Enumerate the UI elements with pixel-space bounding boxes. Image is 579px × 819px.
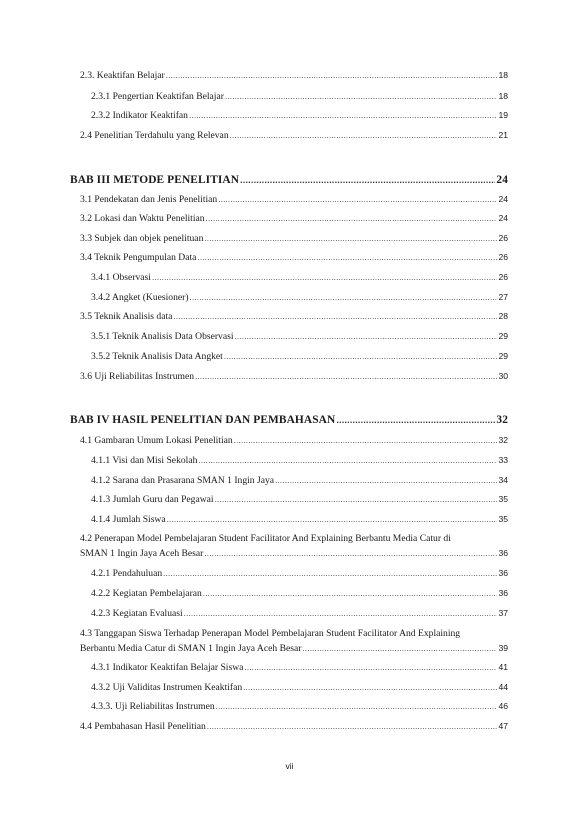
toc-page-number: 36 xyxy=(498,568,508,578)
toc-entry-2-3 xyxy=(80,70,508,81)
toc-entry-3-5-2 xyxy=(91,351,508,362)
dot-leader xyxy=(240,175,495,185)
toc-entry-title: 3.1 Pendekatan dan Jenis Penelitian xyxy=(80,194,218,205)
toc-entry-4-3 xyxy=(80,643,508,654)
toc-entry-title: 3.5.1 Teknik Analisis Data Observasi xyxy=(91,331,234,342)
toc-entry-3-4-2 xyxy=(91,292,508,303)
toc-page-number: 24 xyxy=(498,213,508,223)
toc-entry-4-3-3 xyxy=(91,701,508,712)
dot-leader xyxy=(195,372,497,381)
toc-page-number: 24 xyxy=(496,174,508,186)
toc-entry-title: 3.3 Subjek dan objek penelituan xyxy=(80,233,204,244)
dot-leader xyxy=(234,436,498,445)
toc-page-number: 47 xyxy=(498,721,508,731)
toc-page-number: 18 xyxy=(498,91,508,101)
toc-entry-4-3-2 xyxy=(91,682,508,693)
dot-leader xyxy=(215,495,498,504)
toc-entry-title: 2.3.1 Pengertian Keaktifan Belajar xyxy=(91,91,224,102)
toc-entry-title: 4.3.2 Uji Validitas Instrumen Keaktifan xyxy=(91,682,243,693)
dot-leader xyxy=(189,111,497,120)
toc-entry-title: 2.3. Keaktifan Belajar xyxy=(80,70,165,81)
dot-leader xyxy=(173,312,497,321)
toc-entry-title: 3.6 Uji Reliabilitas Instrumen xyxy=(80,371,195,382)
toc-page-number: 27 xyxy=(498,292,508,302)
toc-page-number: 34 xyxy=(498,475,508,485)
toc-entry-title: 4.1.3 Jumlah Guru dan Pegawai xyxy=(91,494,214,505)
toc-entry-title: 2.4 Penelitian Terdahulu yang Relevan xyxy=(80,130,229,141)
dot-leader xyxy=(203,589,498,598)
toc-entry-4-2-1 xyxy=(91,568,508,579)
toc-entry-3-4 xyxy=(80,252,508,263)
toc-page-number: 33 xyxy=(498,455,508,465)
toc-entry-title: 4.4 Pembahasan Hasil Penelitian xyxy=(80,721,206,732)
toc-entry-title: 3.5.2 Teknik Analisis Data Angket xyxy=(91,351,223,362)
toc-page-number: 41 xyxy=(498,662,508,672)
toc-entry-3-3 xyxy=(80,233,508,244)
toc-page-number: 44 xyxy=(498,682,508,692)
page-number-footer: vii xyxy=(285,761,294,771)
toc-entry-2-4 xyxy=(80,130,508,141)
toc-page-number: 35 xyxy=(498,514,508,524)
toc-entry-4-2-3 xyxy=(91,608,508,619)
toc-entry-title: 4.1.4 Jumlah Siswa xyxy=(91,514,166,525)
dot-leader xyxy=(152,273,497,282)
toc-entry-4-1 xyxy=(80,435,508,446)
toc-entry-4-2 xyxy=(80,548,508,559)
toc-entry-title: 4.2.2 Kegiatan Pembelajaran xyxy=(91,588,202,599)
chapter-title: BAB III METODE PENELITIAN xyxy=(70,174,240,186)
toc-chapter-4 xyxy=(70,414,508,426)
dot-leader xyxy=(207,722,498,731)
toc-entry-4-2-line1: 4.2 Penerapan Model Pembelajaran Student Facilitator And Explaining Berbantu Media Catur di xyxy=(80,533,451,544)
toc-entry-title: 3.4 Teknik Pengumpulan Data xyxy=(80,252,197,263)
toc-entry-title: 4.3.3. Uji Reliabilitas Instrumen xyxy=(91,701,215,712)
toc-entry-title: Berbantu Media Catur di SMAN 1 Ingin Jaya Aceh Besar xyxy=(80,643,302,654)
toc-chapter-3 xyxy=(70,174,508,186)
dot-leader xyxy=(204,234,497,243)
toc-page-number: 26 xyxy=(498,272,508,282)
toc-entry-3-1 xyxy=(80,194,508,205)
toc-entry-4-1-2 xyxy=(91,475,508,486)
toc-page-number: 39 xyxy=(498,643,508,653)
dot-leader xyxy=(235,332,498,341)
toc-entry-4-2-2 xyxy=(91,588,508,599)
dot-leader xyxy=(204,549,497,558)
toc-page-number: 18 xyxy=(498,70,508,80)
toc-entry-3-6 xyxy=(80,371,508,382)
toc-entry-2-3-1 xyxy=(91,91,508,102)
toc-page-number: 26 xyxy=(498,252,508,262)
toc-entry-2-3-2 xyxy=(91,110,508,121)
dot-leader xyxy=(216,702,498,711)
toc-entry-title: 3.4.2 Angket (Kuesioner) xyxy=(91,292,189,303)
toc-page-number: 30 xyxy=(498,371,508,381)
toc-page-number: 28 xyxy=(498,311,508,321)
toc-page-number: 46 xyxy=(498,701,508,711)
toc-page-number: 36 xyxy=(498,588,508,598)
dot-leader xyxy=(244,663,497,672)
toc-entry-title: 4.3.1 Indikator Keaktifan Belajar Siswa xyxy=(91,662,244,673)
dot-leader xyxy=(224,352,498,361)
toc-page-number: 37 xyxy=(498,608,508,618)
toc-page-number: 32 xyxy=(498,435,508,445)
dot-leader xyxy=(190,293,498,302)
dot-leader xyxy=(336,415,495,425)
dot-leader xyxy=(206,214,498,223)
toc-entry-title: SMAN 1 Ingin Jaya Aceh Besar xyxy=(80,548,204,559)
toc-entry-title: 3.2 Lokasi dan Waktu Penelitian xyxy=(80,213,205,224)
dot-leader xyxy=(198,456,497,465)
dot-leader xyxy=(167,515,498,524)
dot-leader xyxy=(197,253,497,262)
toc-entry-4-3-line1: 4.3 Tanggapan Siswa Terhadap Penerapan Model Pembelajaran Student Facilitator And Explaining xyxy=(80,628,461,639)
toc-entry-title: 2.3.2 Indikator Keaktifan xyxy=(91,110,188,121)
toc-entry-title: 4.2.3 Kegiatan Evaluasi xyxy=(91,608,183,619)
toc-entry-title: 4.1.2 Sarana dan Prasarana SMAN 1 Ingin Jaya xyxy=(91,475,275,486)
dot-leader xyxy=(163,569,497,578)
toc-entry-title: 3.5 Teknik Analisis data xyxy=(80,311,173,322)
dot-leader xyxy=(275,476,497,485)
toc-entry-3-5 xyxy=(80,311,508,322)
dot-leader xyxy=(218,195,497,204)
toc-page-number: 36 xyxy=(498,548,508,558)
toc-page-number: 35 xyxy=(498,494,508,504)
toc-page-number: 21 xyxy=(498,130,508,140)
toc-page-number: 29 xyxy=(498,331,508,341)
chapter-title: BAB IV HASIL PENELITIAN DAN PEMBAHASAN xyxy=(70,414,336,426)
toc-page-number: 26 xyxy=(498,233,508,243)
dot-leader xyxy=(166,71,498,80)
toc-entry-3-5-1 xyxy=(91,331,508,342)
toc-page-number: 24 xyxy=(498,194,508,204)
dot-leader xyxy=(302,644,497,653)
toc-entry-4-1-1 xyxy=(91,455,508,466)
toc-entry-title: 3.4.1 Observasi xyxy=(91,272,151,283)
toc-page-number: 29 xyxy=(498,351,508,361)
dot-leader xyxy=(243,683,497,692)
toc-entry-4-1-3 xyxy=(91,494,508,505)
toc-entry-4-3-1 xyxy=(91,662,508,673)
toc-entry-4-1-4 xyxy=(91,514,508,525)
dot-leader xyxy=(225,92,498,101)
toc-page-number: 19 xyxy=(498,110,508,120)
toc-entry-3-2 xyxy=(80,213,508,224)
dot-leader xyxy=(230,131,498,140)
toc-page-number: 32 xyxy=(496,414,508,426)
toc-entry-4-4 xyxy=(80,721,508,732)
toc-entry-title: 4.1 Gambaran Umum Lokasi Penelitian xyxy=(80,435,233,446)
dot-leader xyxy=(184,609,498,618)
toc-entry-3-4-1 xyxy=(91,272,508,283)
toc-entry-title: 4.1.1 Visi dan Misi Sekolah xyxy=(91,455,198,466)
toc-entry-title: 4.2.1 Pendahuluan xyxy=(91,568,163,579)
